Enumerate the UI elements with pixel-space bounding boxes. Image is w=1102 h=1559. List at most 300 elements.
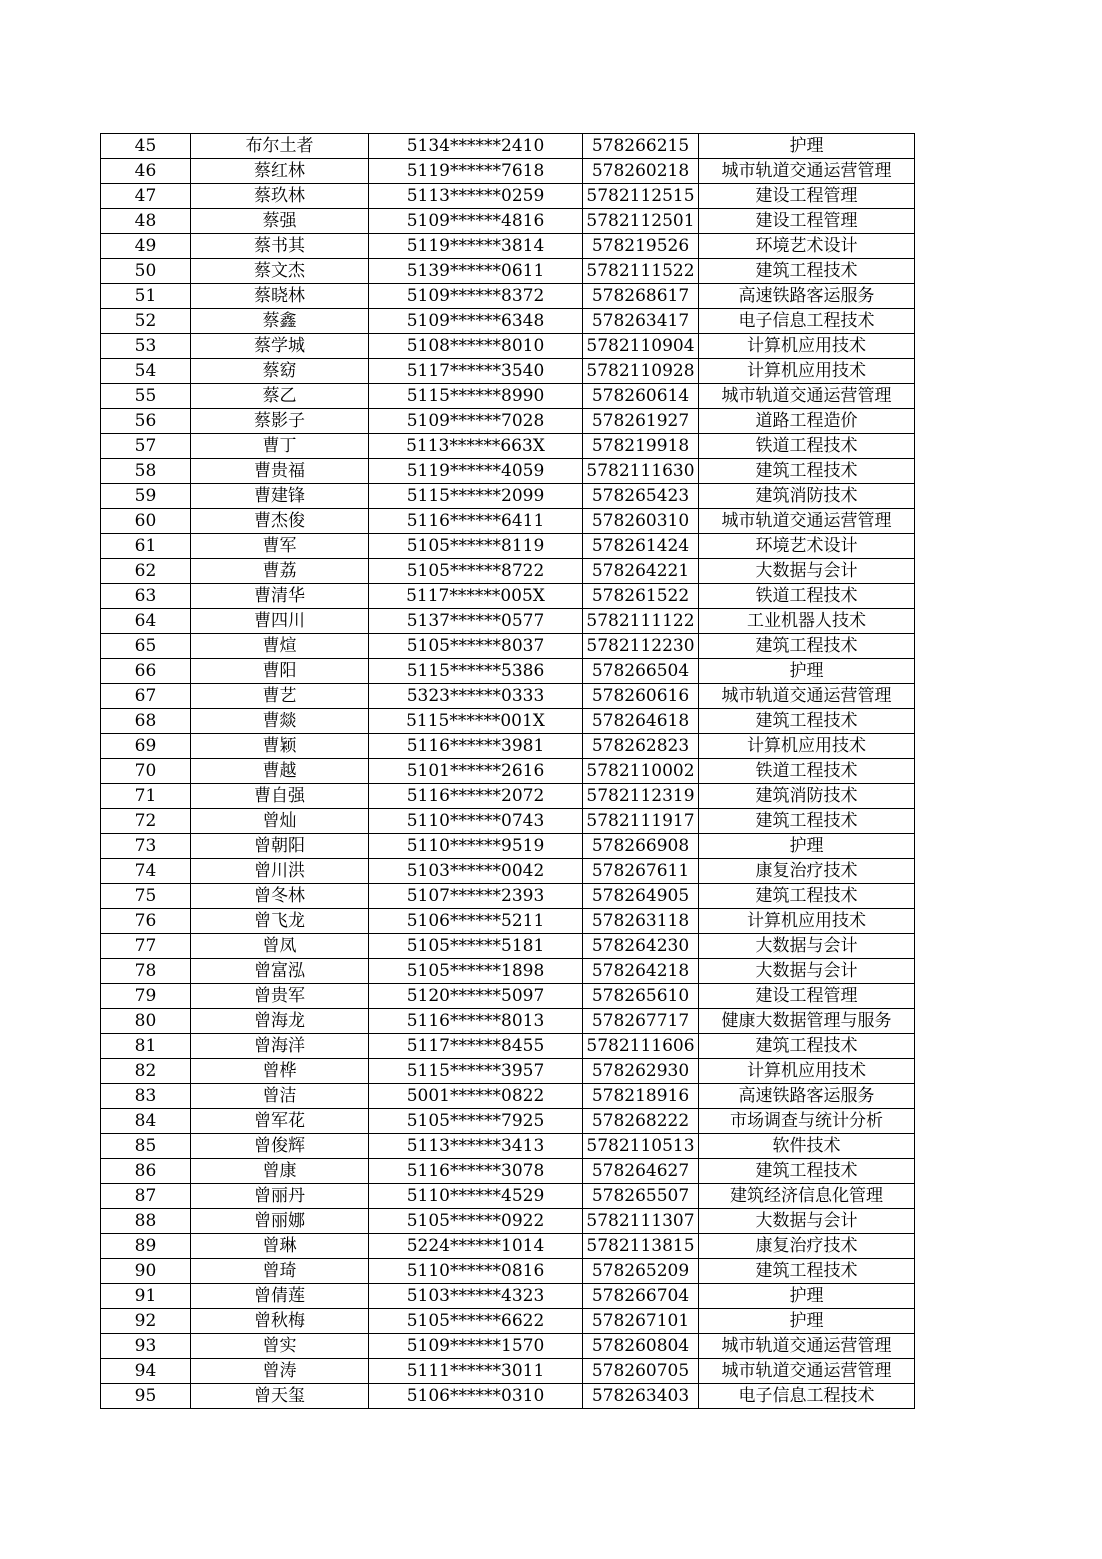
exam-number-cell: 578268617	[583, 284, 699, 309]
row-number-cell: 76	[101, 909, 191, 934]
name-cell: 曾贵军	[191, 984, 369, 1009]
row-number-cell: 55	[101, 384, 191, 409]
name-cell: 蔡影子	[191, 409, 369, 434]
major-cell: 环境艺术设计	[699, 234, 915, 259]
name-cell: 曹清华	[191, 584, 369, 609]
exam-number-cell: 578267611	[583, 859, 699, 884]
major-cell: 城市轨道交通运营管理	[699, 684, 915, 709]
name-cell: 曾凤	[191, 934, 369, 959]
table-row	[101, 934, 915, 959]
major-cell: 工业机器人技术	[699, 609, 915, 634]
name-cell: 曹军	[191, 534, 369, 559]
major-cell: 计算机应用技术	[699, 1059, 915, 1084]
id-number-cell: 5115******2099	[369, 484, 583, 509]
name-cell: 曾俊辉	[191, 1134, 369, 1159]
exam-number-cell: 578264905	[583, 884, 699, 909]
table-row	[101, 1209, 915, 1234]
exam-number-cell: 578260705	[583, 1359, 699, 1384]
table-row	[101, 909, 915, 934]
major-cell: 康复治疗技术	[699, 859, 915, 884]
name-cell: 曾桦	[191, 1059, 369, 1084]
id-number-cell: 5105******8037	[369, 634, 583, 659]
exam-number-cell: 578263118	[583, 909, 699, 934]
id-number-cell: 5115******3957	[369, 1059, 583, 1084]
table-row	[101, 1134, 915, 1159]
major-cell: 计算机应用技术	[699, 909, 915, 934]
id-number-cell: 5110******0816	[369, 1259, 583, 1284]
id-number-cell: 5137******0577	[369, 609, 583, 634]
row-number-cell: 74	[101, 859, 191, 884]
exam-number-cell: 5782110002	[583, 759, 699, 784]
major-cell: 计算机应用技术	[699, 359, 915, 384]
table-row	[101, 159, 915, 184]
major-cell: 环境艺术设计	[699, 534, 915, 559]
table-row	[101, 1059, 915, 1084]
major-cell: 建筑工程技术	[699, 1034, 915, 1059]
id-number-cell: 5115******8990	[369, 384, 583, 409]
exam-number-cell: 5782110928	[583, 359, 699, 384]
name-cell: 蔡文杰	[191, 259, 369, 284]
row-number-cell: 89	[101, 1234, 191, 1259]
table-row	[101, 259, 915, 284]
table-row	[101, 334, 915, 359]
exam-number-cell: 5782112501	[583, 209, 699, 234]
major-cell: 城市轨道交通运营管理	[699, 509, 915, 534]
table-row	[101, 809, 915, 834]
row-number-cell: 65	[101, 634, 191, 659]
exam-number-cell: 578261927	[583, 409, 699, 434]
id-number-cell: 5107******2393	[369, 884, 583, 909]
id-number-cell: 5117******8455	[369, 1034, 583, 1059]
id-number-cell: 5113******0259	[369, 184, 583, 209]
major-cell: 建筑工程技术	[699, 884, 915, 909]
name-cell: 曾洁	[191, 1084, 369, 1109]
major-cell: 建筑工程技术	[699, 634, 915, 659]
id-number-cell: 5116******3981	[369, 734, 583, 759]
id-number-cell: 5110******0743	[369, 809, 583, 834]
name-cell: 曾朝阳	[191, 834, 369, 859]
table-row	[101, 359, 915, 384]
id-number-cell: 5106******0310	[369, 1384, 583, 1409]
exam-number-cell: 578267717	[583, 1009, 699, 1034]
id-number-cell: 5119******4059	[369, 459, 583, 484]
name-cell: 曾丽娜	[191, 1209, 369, 1234]
row-number-cell: 95	[101, 1384, 191, 1409]
name-cell: 蔡红林	[191, 159, 369, 184]
name-cell: 曾海洋	[191, 1034, 369, 1059]
id-number-cell: 5105******1898	[369, 959, 583, 984]
name-cell: 布尔土者	[191, 134, 369, 159]
exam-number-cell: 578264618	[583, 709, 699, 734]
major-cell: 建设工程管理	[699, 984, 915, 1009]
row-number-cell: 46	[101, 159, 191, 184]
id-number-cell: 5105******6622	[369, 1309, 583, 1334]
id-number-cell: 5105******7925	[369, 1109, 583, 1134]
row-number-cell: 77	[101, 934, 191, 959]
table-row	[101, 1009, 915, 1034]
table-row	[101, 984, 915, 1009]
exam-number-cell: 5782111606	[583, 1034, 699, 1059]
table-row	[101, 1184, 915, 1209]
major-cell: 铁道工程技术	[699, 759, 915, 784]
table-row	[101, 1384, 915, 1409]
table-row	[101, 959, 915, 984]
table-row	[101, 734, 915, 759]
exam-number-cell: 578265423	[583, 484, 699, 509]
exam-number-cell: 578266908	[583, 834, 699, 859]
name-cell: 蔡晓林	[191, 284, 369, 309]
row-number-cell: 75	[101, 884, 191, 909]
exam-number-cell: 578265610	[583, 984, 699, 1009]
row-number-cell: 54	[101, 359, 191, 384]
id-number-cell: 5113******663X	[369, 434, 583, 459]
major-cell: 康复治疗技术	[699, 1234, 915, 1259]
name-cell: 蔡乙	[191, 384, 369, 409]
name-cell: 曾琳	[191, 1234, 369, 1259]
row-number-cell: 59	[101, 484, 191, 509]
table-row	[101, 884, 915, 909]
name-cell: 曾涛	[191, 1359, 369, 1384]
exam-number-cell: 5782111522	[583, 259, 699, 284]
name-cell: 曾天玺	[191, 1384, 369, 1409]
table-row	[101, 1259, 915, 1284]
id-number-cell: 5116******6411	[369, 509, 583, 534]
table-row	[101, 1109, 915, 1134]
exam-number-cell: 578263417	[583, 309, 699, 334]
row-number-cell: 72	[101, 809, 191, 834]
table-row	[101, 1359, 915, 1384]
table-row	[101, 784, 915, 809]
major-cell: 建筑经济信息化管理	[699, 1184, 915, 1209]
row-number-cell: 78	[101, 959, 191, 984]
row-number-cell: 67	[101, 684, 191, 709]
name-cell: 曹丁	[191, 434, 369, 459]
id-number-cell: 5120******5097	[369, 984, 583, 1009]
name-cell: 曹荔	[191, 559, 369, 584]
major-cell: 城市轨道交通运营管理	[699, 384, 915, 409]
name-cell: 蔡玖林	[191, 184, 369, 209]
name-cell: 蔡鑫	[191, 309, 369, 334]
name-cell: 曹煊	[191, 634, 369, 659]
row-number-cell: 86	[101, 1159, 191, 1184]
id-number-cell: 5323******0333	[369, 684, 583, 709]
roster-body	[101, 134, 915, 1409]
major-cell: 护理	[699, 134, 915, 159]
row-number-cell: 45	[101, 134, 191, 159]
table-row	[101, 459, 915, 484]
id-number-cell: 5116******3078	[369, 1159, 583, 1184]
name-cell: 曹燚	[191, 709, 369, 734]
name-cell: 曾军花	[191, 1109, 369, 1134]
table-row	[101, 509, 915, 534]
row-number-cell: 57	[101, 434, 191, 459]
exam-number-cell: 578260804	[583, 1334, 699, 1359]
exam-number-cell: 578260616	[583, 684, 699, 709]
table-row	[101, 409, 915, 434]
id-number-cell: 5134******2410	[369, 134, 583, 159]
major-cell: 铁道工程技术	[699, 584, 915, 609]
name-cell: 曹越	[191, 759, 369, 784]
row-number-cell: 79	[101, 984, 191, 1009]
table-row	[101, 1334, 915, 1359]
id-number-cell: 5110******4529	[369, 1184, 583, 1209]
major-cell: 计算机应用技术	[699, 734, 915, 759]
name-cell: 曾实	[191, 1334, 369, 1359]
table-row	[101, 1159, 915, 1184]
id-number-cell: 5117******3540	[369, 359, 583, 384]
row-number-cell: 85	[101, 1134, 191, 1159]
id-number-cell: 5119******7618	[369, 159, 583, 184]
name-cell: 曹自强	[191, 784, 369, 809]
name-cell: 曹阳	[191, 659, 369, 684]
id-number-cell: 5109******7028	[369, 409, 583, 434]
row-number-cell: 92	[101, 1309, 191, 1334]
major-cell: 大数据与会计	[699, 1209, 915, 1234]
exam-number-cell: 5782111307	[583, 1209, 699, 1234]
row-number-cell: 50	[101, 259, 191, 284]
row-number-cell: 47	[101, 184, 191, 209]
row-number-cell: 83	[101, 1084, 191, 1109]
id-number-cell: 5101******2616	[369, 759, 583, 784]
row-number-cell: 64	[101, 609, 191, 634]
major-cell: 建设工程管理	[699, 184, 915, 209]
table-row	[101, 134, 915, 159]
major-cell: 大数据与会计	[699, 959, 915, 984]
name-cell: 蔡学城	[191, 334, 369, 359]
name-cell: 曹贵福	[191, 459, 369, 484]
table-row	[101, 684, 915, 709]
id-number-cell: 5119******3814	[369, 234, 583, 259]
name-cell: 曾秋梅	[191, 1309, 369, 1334]
major-cell: 护理	[699, 1284, 915, 1309]
name-cell: 曾川洪	[191, 859, 369, 884]
table-row	[101, 434, 915, 459]
exam-number-cell: 5782113815	[583, 1234, 699, 1259]
exam-number-cell: 5782110904	[583, 334, 699, 359]
table-row	[101, 484, 915, 509]
row-number-cell: 73	[101, 834, 191, 859]
name-cell: 蔡强	[191, 209, 369, 234]
major-cell: 建筑消防技术	[699, 784, 915, 809]
exam-number-cell: 5782110513	[583, 1134, 699, 1159]
name-cell: 曾丽丹	[191, 1184, 369, 1209]
major-cell: 城市轨道交通运营管理	[699, 1359, 915, 1384]
id-number-cell: 5103******4323	[369, 1284, 583, 1309]
exam-number-cell: 578261424	[583, 534, 699, 559]
name-cell: 曹建锋	[191, 484, 369, 509]
row-number-cell: 60	[101, 509, 191, 534]
row-number-cell: 93	[101, 1334, 191, 1359]
id-number-cell: 5115******5386	[369, 659, 583, 684]
major-cell: 大数据与会计	[699, 934, 915, 959]
table-row	[101, 234, 915, 259]
major-cell: 铁道工程技术	[699, 434, 915, 459]
name-cell: 曹四川	[191, 609, 369, 634]
id-number-cell: 5111******3011	[369, 1359, 583, 1384]
major-cell: 护理	[699, 659, 915, 684]
id-number-cell: 5116******2072	[369, 784, 583, 809]
id-number-cell: 5139******0611	[369, 259, 583, 284]
id-number-cell: 5105******8722	[369, 559, 583, 584]
major-cell: 建筑工程技术	[699, 459, 915, 484]
major-cell: 建筑消防技术	[699, 484, 915, 509]
name-cell: 蔡窈	[191, 359, 369, 384]
exam-number-cell: 578218916	[583, 1084, 699, 1109]
major-cell: 软件技术	[699, 1134, 915, 1159]
exam-number-cell: 578266704	[583, 1284, 699, 1309]
exam-number-cell: 578264627	[583, 1159, 699, 1184]
id-number-cell: 5109******8372	[369, 284, 583, 309]
table-row	[101, 834, 915, 859]
exam-number-cell: 578265209	[583, 1259, 699, 1284]
table-row	[101, 559, 915, 584]
exam-number-cell: 578264218	[583, 959, 699, 984]
id-number-cell: 5103******0042	[369, 859, 583, 884]
table-row	[101, 534, 915, 559]
major-cell: 高速铁路客运服务	[699, 1084, 915, 1109]
table-row	[101, 709, 915, 734]
name-cell: 曾飞龙	[191, 909, 369, 934]
exam-number-cell: 578262823	[583, 734, 699, 759]
table-row	[101, 309, 915, 334]
row-number-cell: 61	[101, 534, 191, 559]
table-row	[101, 759, 915, 784]
id-number-cell: 5115******001X	[369, 709, 583, 734]
row-number-cell: 69	[101, 734, 191, 759]
major-cell: 市场调查与统计分析	[699, 1109, 915, 1134]
exam-number-cell: 578260614	[583, 384, 699, 409]
table-row	[101, 859, 915, 884]
major-cell: 高速铁路客运服务	[699, 284, 915, 309]
id-number-cell: 5109******6348	[369, 309, 583, 334]
major-cell: 电子信息工程技术	[699, 309, 915, 334]
table-row	[101, 584, 915, 609]
id-number-cell: 5108******8010	[369, 334, 583, 359]
exam-number-cell: 578264230	[583, 934, 699, 959]
row-number-cell: 52	[101, 309, 191, 334]
id-number-cell: 5109******4816	[369, 209, 583, 234]
row-number-cell: 94	[101, 1359, 191, 1384]
row-number-cell: 82	[101, 1059, 191, 1084]
name-cell: 曾海龙	[191, 1009, 369, 1034]
major-cell: 护理	[699, 1309, 915, 1334]
row-number-cell: 48	[101, 209, 191, 234]
exam-number-cell: 578266215	[583, 134, 699, 159]
row-number-cell: 91	[101, 1284, 191, 1309]
row-number-cell: 70	[101, 759, 191, 784]
table-row	[101, 284, 915, 309]
table-row	[101, 1234, 915, 1259]
major-cell: 护理	[699, 834, 915, 859]
major-cell: 城市轨道交通运营管理	[699, 1334, 915, 1359]
name-cell: 曾灿	[191, 809, 369, 834]
exam-number-cell: 578265507	[583, 1184, 699, 1209]
table-row	[101, 209, 915, 234]
exam-number-cell: 578260218	[583, 159, 699, 184]
major-cell: 建筑工程技术	[699, 259, 915, 284]
roster-table	[100, 133, 915, 1409]
major-cell: 城市轨道交通运营管理	[699, 159, 915, 184]
major-cell: 建筑工程技术	[699, 709, 915, 734]
table-row	[101, 609, 915, 634]
exam-number-cell: 5782112230	[583, 634, 699, 659]
row-number-cell: 56	[101, 409, 191, 434]
id-number-cell: 5106******5211	[369, 909, 583, 934]
row-number-cell: 63	[101, 584, 191, 609]
name-cell: 曾富泓	[191, 959, 369, 984]
exam-number-cell: 5782111917	[583, 809, 699, 834]
exam-number-cell: 578266504	[583, 659, 699, 684]
major-cell: 电子信息工程技术	[699, 1384, 915, 1409]
major-cell: 建筑工程技术	[699, 1159, 915, 1184]
name-cell: 曹杰俊	[191, 509, 369, 534]
exam-number-cell: 578263403	[583, 1384, 699, 1409]
exam-number-cell: 578219526	[583, 234, 699, 259]
row-number-cell: 68	[101, 709, 191, 734]
row-number-cell: 66	[101, 659, 191, 684]
name-cell: 曹艺	[191, 684, 369, 709]
row-number-cell: 80	[101, 1009, 191, 1034]
id-number-cell: 5105******8119	[369, 534, 583, 559]
name-cell: 曾倩莲	[191, 1284, 369, 1309]
id-number-cell: 5113******3413	[369, 1134, 583, 1159]
table-row	[101, 1034, 915, 1059]
exam-number-cell: 578267101	[583, 1309, 699, 1334]
row-number-cell: 84	[101, 1109, 191, 1134]
row-number-cell: 53	[101, 334, 191, 359]
major-cell: 建筑工程技术	[699, 1259, 915, 1284]
exam-number-cell: 578268222	[583, 1109, 699, 1134]
row-number-cell: 58	[101, 459, 191, 484]
exam-number-cell: 578219918	[583, 434, 699, 459]
id-number-cell: 5105******5181	[369, 934, 583, 959]
row-number-cell: 71	[101, 784, 191, 809]
exam-number-cell: 5782112319	[583, 784, 699, 809]
major-cell: 计算机应用技术	[699, 334, 915, 359]
id-number-cell: 5117******005X	[369, 584, 583, 609]
table-row	[101, 1309, 915, 1334]
exam-number-cell: 5782112515	[583, 184, 699, 209]
table-row	[101, 384, 915, 409]
name-cell: 曾琦	[191, 1259, 369, 1284]
name-cell: 曾冬林	[191, 884, 369, 909]
major-cell: 大数据与会计	[699, 559, 915, 584]
table-row	[101, 1084, 915, 1109]
major-cell: 道路工程造价	[699, 409, 915, 434]
table-row	[101, 659, 915, 684]
exam-number-cell: 5782111630	[583, 459, 699, 484]
name-cell: 蔡书其	[191, 234, 369, 259]
row-number-cell: 49	[101, 234, 191, 259]
name-cell: 曹颖	[191, 734, 369, 759]
major-cell: 健康大数据管理与服务	[699, 1009, 915, 1034]
table-row	[101, 1284, 915, 1309]
row-number-cell: 87	[101, 1184, 191, 1209]
row-number-cell: 88	[101, 1209, 191, 1234]
id-number-cell: 5001******0822	[369, 1084, 583, 1109]
row-number-cell: 90	[101, 1259, 191, 1284]
id-number-cell: 5109******1570	[369, 1334, 583, 1359]
major-cell: 建筑工程技术	[699, 809, 915, 834]
exam-number-cell: 578260310	[583, 509, 699, 534]
row-number-cell: 62	[101, 559, 191, 584]
major-cell: 建设工程管理	[699, 209, 915, 234]
exam-number-cell: 578261522	[583, 584, 699, 609]
id-number-cell: 5105******0922	[369, 1209, 583, 1234]
name-cell: 曾康	[191, 1159, 369, 1184]
exam-number-cell: 578262930	[583, 1059, 699, 1084]
exam-number-cell: 578264221	[583, 559, 699, 584]
